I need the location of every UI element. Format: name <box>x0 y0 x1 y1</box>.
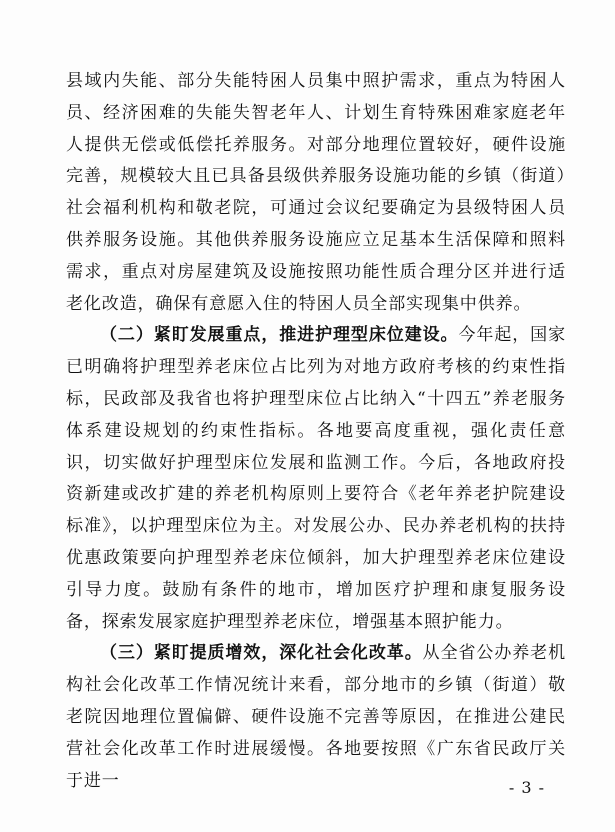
document-body <box>66 66 566 797</box>
paragraph-text: 县域内失能、部分失能特困人员集中照护需求，重点为特困人员、经济困难的失能失智老年人、计划生育特殊困难家庭老年人提供无偿或低偿托养服务。对部分地理位置较好，硬件设施完善，规模较大且已具备县级供养服务设施功能的乡镇（街道）社会福利机构和敬老院，可通过会议纪要确定为县级特困人员供养服务设施。其他供养服务设施应立足基本生活保障和照料需求，重点对房屋建筑及设施按照功能性质合理分区并进行适老化改造，确保有意愿入住的特困人员全部实现集中供养。 <box>66 71 566 314</box>
paragraph-text: 今年起，国家已明确将护理型养老床位占比列为对地方政府考核的约束性指标，民政部及我省也将护理型床位占比纳入“十四五”养老服务体系建设规划的约束性指标。各地要高度重视，强化责任意识，切实做好护理型床位发展和监测工作。今后，各地政府投资新建或改扩建的养老机构原则上要符合《老年养老护院建设标准》，以护理型床位为主。对发展公办、民办养老机构的扶持优惠政策要向护理型养老床位倾斜，加大护理型养老床位建设引导力度。鼓励有条件的地市，增加医疗护理和康复服务设备，探索发展家庭护理型养老床位，增强基本照护能力。 <box>66 325 567 632</box>
section-heading: （二）紧盯发展重点，推进护理型床位建设。 <box>100 325 459 346</box>
paragraph-continuation <box>66 66 566 320</box>
paragraph-text: 从全省公办养老机构社会化改革工作情况统计来看，部分地市的乡镇（街道）敬老院因地理位置偏僻、硬件设施不完善等原因，在推进公建民营社会化改革工作时进展缓慢。各地要按照《广东省民政厅关于进一 <box>66 643 567 791</box>
page-number: - 3 - <box>508 778 545 797</box>
section-heading: （三）紧盯提质增效，深化社会化改革。 <box>100 643 423 664</box>
paragraph-section-3 <box>66 638 566 797</box>
paragraph-section-2 <box>66 320 566 638</box>
